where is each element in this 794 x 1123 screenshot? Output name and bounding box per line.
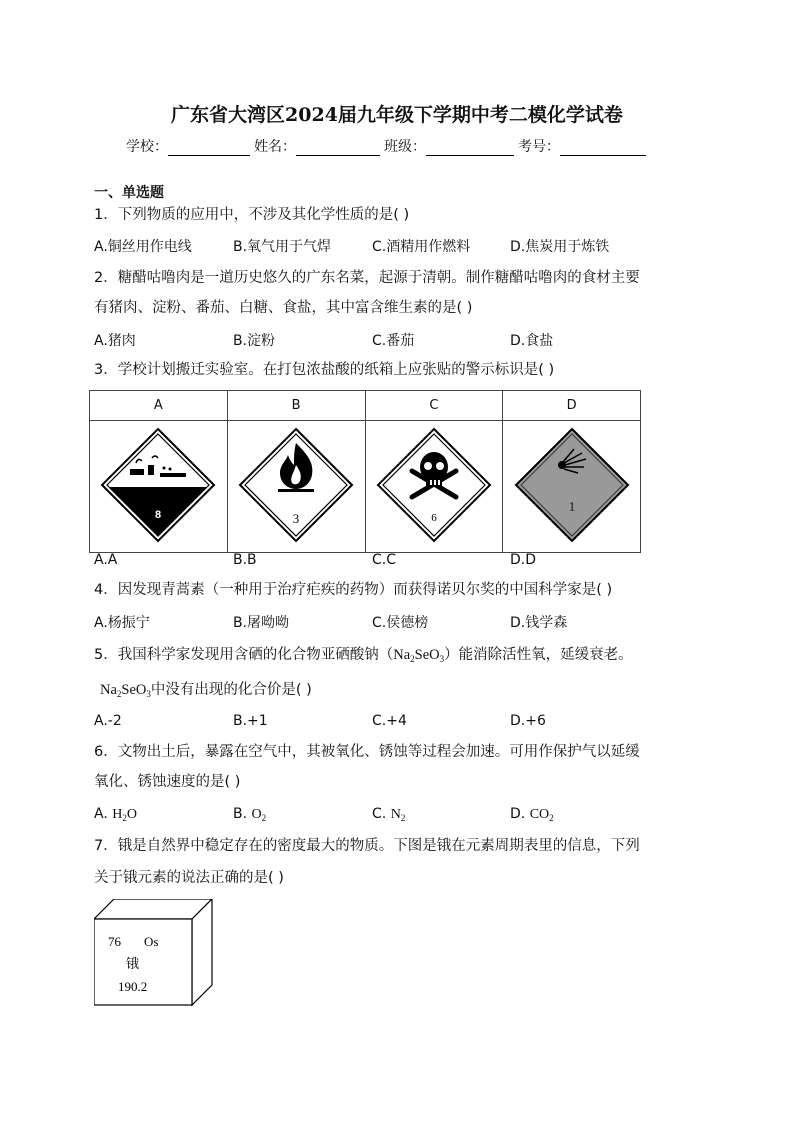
name-label: 姓名： [254,139,296,155]
section-heading: 一、单选题 [94,185,164,201]
formula-na2seo3: $Na_2SeO_3$ [393,647,445,664]
element-cube-icon [94,899,214,1007]
question-1: 1．下列物质的应用中，不涉及其化学性质的是( ) [94,207,410,223]
sign-header-d: D [503,391,641,421]
exam-no-blank[interactable] [560,141,646,156]
q1-option-b[interactable]: B.氧气用于气焊 [233,239,332,255]
corrosive-sign-icon [98,425,218,545]
sign-header-b: B [227,391,365,421]
q4-option-c[interactable]: C.侯德榜 [372,615,429,631]
q5-option-a[interactable]: A.-2 [94,713,122,729]
element-name: 锇 [126,957,140,972]
q2-option-b[interactable]: B.淀粉 [233,333,276,349]
q3-option-c[interactable]: C.C [372,552,397,568]
question-3: 3．学校计划搬迁实验室。在打包浓盐酸的纸箱上应张贴的警示标识是( ) [94,362,555,378]
q1-option-c[interactable]: C.酒精用作燃料 [372,239,471,255]
question-2-line2: 有猪肉、淀粉、番茄、白糖、食盐，其中富含维生素的是( ) [94,300,473,316]
sign-header-a: A [90,391,228,421]
sign-header-c: C [365,391,503,421]
q3-option-d[interactable]: D.D [510,552,537,568]
hazard-signs-table [89,390,641,553]
q2-option-d[interactable]: D.食盐 [510,333,554,349]
q4-option-d[interactable]: D.钱学森 [510,615,568,631]
question-6-line2: 氧化、锈蚀速度的是( ) [94,774,241,790]
question-5-line1: 5．我国科学家发现用含硒的化合物亚硒酸钠$(Na_2SeO_3)$能消除活性氧，延缓衰老。 [94,647,633,664]
question-2-line1: 2．糖醋咕噜肉是一道历史悠久的广东名菜，起源于清朝。制作糖醋咕噜肉的食材主要 [94,270,640,286]
q1-option-a[interactable]: A.铜丝用作电线 [94,239,192,255]
element-number: 76 [108,934,121,949]
q5-option-d[interactable]: D.+6 [510,713,546,729]
exam-no-label: 考号： [518,139,560,155]
sign-c-number: 6 [431,511,437,524]
q4-option-b[interactable]: B.屠呦呦 [233,615,290,631]
q4-option-a[interactable]: A.杨振宁 [94,615,150,631]
q3-option-a[interactable]: A.A [94,552,118,568]
q6-option-a[interactable]: A. $H_2O$ [94,806,137,823]
question-4: 4．因发现青蒿素（一种用于治疗疟疾的药物）而获得诺贝尔奖的中国科学家是( ) [94,582,613,598]
element-symbol: Os [144,934,159,949]
class-blank[interactable] [426,141,514,156]
q1-option-d[interactable]: D.焦炭用于炼铁 [510,239,610,255]
q2-option-c[interactable]: C.番茄 [372,333,415,349]
question-7-line1: 7．锇是自然界中稳定存在的密度最大的物质。下图是锇在元素周期表里的信息，下列 [94,838,640,854]
q3-option-b[interactable]: B.B [233,552,257,568]
flammable-sign-icon [236,425,356,545]
q2-option-a[interactable]: A.猪肉 [94,333,136,349]
sign-b-number: 3 [292,510,300,526]
formula-na2seo3-2: $Na_2SeO_3$ [100,682,151,699]
class-label: 班级： [384,139,426,155]
toxic-sign-icon [374,425,494,545]
q5-option-b[interactable]: B.+1 [233,713,268,729]
q5-option-c[interactable]: C.+4 [372,713,407,729]
element-mass: 190.2 [118,979,148,994]
question-5-line2: $Na_2SeO_3$中没有出现的化合价是( ) [100,682,312,699]
q6-option-d[interactable]: D. $CO_2$ [510,806,554,823]
school-blank[interactable] [168,141,250,156]
student-info-line [126,136,650,156]
sign-d-number: 1 [568,499,576,515]
page-title: 广东省大湾区2024届九年级下学期中考二模化学试卷 [171,104,623,126]
sign-a-number: 8 [155,508,162,521]
explosive-sign-icon [512,425,632,545]
school-label: 学校： [126,139,168,155]
question-7-line2: 关于锇元素的说法正确的是( ) [94,870,284,886]
name-blank[interactable] [296,141,380,156]
q6-option-c[interactable]: C. $N_2$ [372,806,406,823]
question-6-line1: 6．文物出土后，暴露在空气中，其被氧化、锈蚀等过程会加速。可用作保护气以延缓 [94,744,640,760]
q6-option-b[interactable]: B. $O_2$ [233,806,267,823]
